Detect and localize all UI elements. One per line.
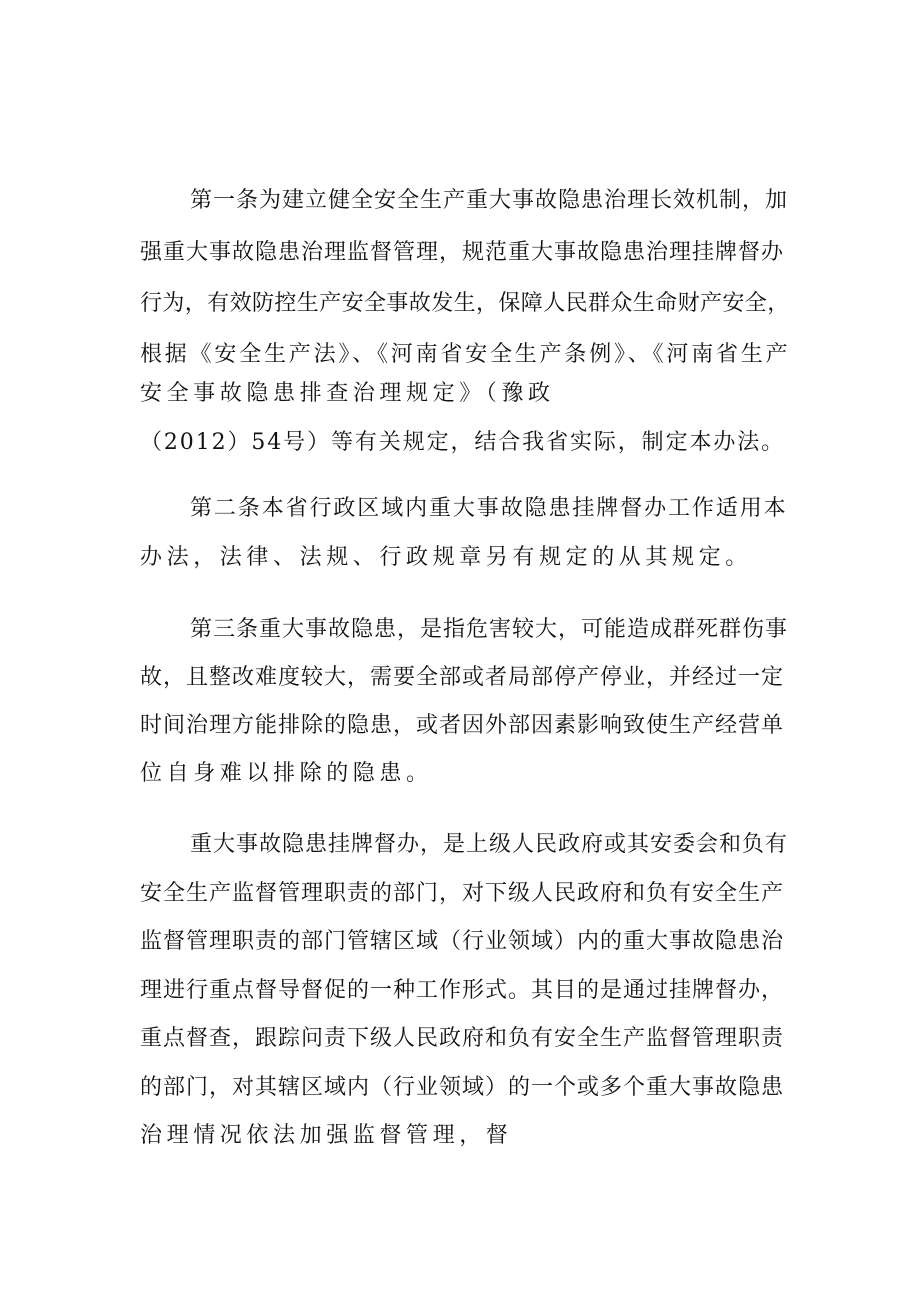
- text-line: 重大事故隐患挂牌督办，是上级人民政府或其安委会和负有: [190, 832, 789, 857]
- text-line: 的部门，对其辖区域内（行业领域）的一个或多个重大事故隐患: [140, 1075, 785, 1100]
- text-line: 故，且整改难度较大，需要全部或者局部停产停业，并经过一定: [140, 665, 785, 690]
- text-line: 安全生产监督管理职责的部门，对下级人民政府和负有安全生产: [140, 881, 785, 906]
- text-line: 时间治理方能排除的隐患，或者因外部因素影响致使生产经营单: [140, 713, 785, 738]
- text-line: 理进行重点督导督促的一种工作形式。其目的是通过挂牌督办，: [140, 978, 785, 1003]
- text-line: 行为，有效防控生产安全事故发生，保障人民群众生命财产安全，: [140, 291, 790, 316]
- text-line: 安全事故隐患排查治理规定》（豫政: [140, 381, 555, 406]
- text-line: 第一条为建立健全安全生产重大事故隐患治理长效机制，加: [190, 188, 789, 213]
- text-line: 强重大事故隐患治理监督管理，规范重大事故隐患治理挂牌督办: [140, 240, 785, 265]
- text-line: 第二条本省行政区域内重大事故隐患挂牌督办工作适用本: [190, 496, 788, 521]
- text-line: 监督管理职责的部门管辖区域（行业领域）内的重大事故隐患治: [140, 929, 785, 954]
- text-line: 重点督查，跟踪问责下级人民政府和负有安全生产监督管理职责: [140, 1026, 785, 1051]
- text-line: 治理情况依法加强监督管理，督: [140, 1123, 513, 1148]
- text-line: 位自身难以排除的隐患。: [140, 761, 433, 786]
- text-line: 根据《安全生产法》、《河南省安全生产条例》、《河南省生产: [140, 342, 791, 367]
- text-line: 第三条重大事故隐患，是指危害较大，可能造成群死群伤事: [190, 617, 789, 642]
- text-line: （2012）54号）等有关规定，结合我省实际，制定本办法。: [140, 430, 786, 455]
- text-line: 办法，法律、法规、行政规章另有规定的从其规定。: [140, 545, 752, 570]
